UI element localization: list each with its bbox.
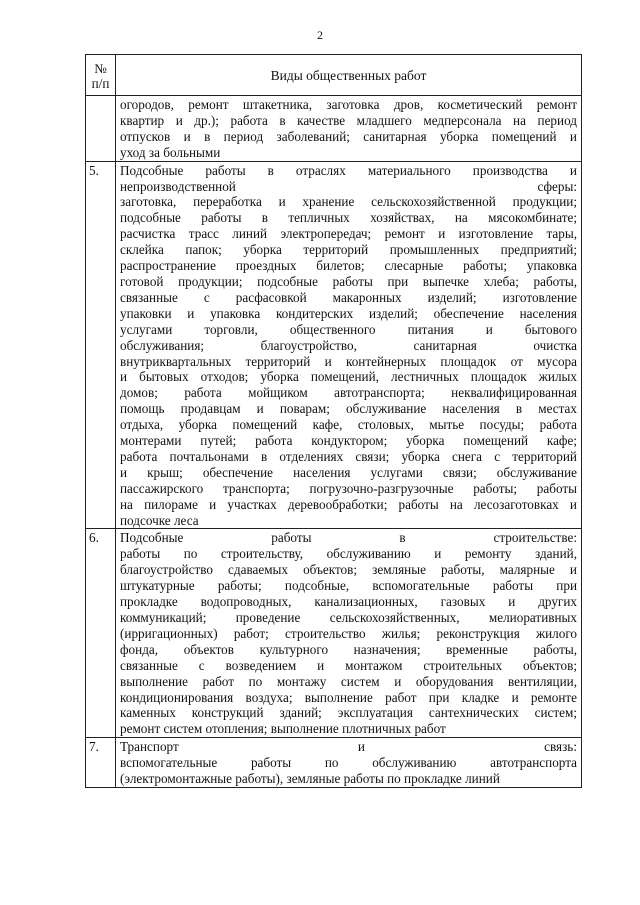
header-number-cell	[86, 55, 116, 96]
row-text-cell	[116, 161, 582, 529]
text-line: благоустройство сдаваемых объектов; земляные работы, малярные и	[120, 562, 577, 578]
text-line: домов; работа мойщиком автотранспорта; неквалифицированная	[120, 385, 577, 401]
text-line: связанные с возведением и монтажом строительных объектов;	[120, 657, 577, 673]
header-number-abbr: п/п	[91, 76, 110, 91]
text-line: огородов, ремонт штакетника, заготовка дров, косметический ремонт	[120, 97, 577, 112]
text-line: распространение проездных билетов; слесарные работы; упаковка	[120, 258, 577, 274]
header-title-cell: Виды общественных работ	[116, 55, 582, 96]
text-line: упаковки и упаковка кондитерских изделий; обеспечение населения	[120, 305, 577, 321]
continuation-text-cell	[116, 96, 582, 162]
text-line: прокладке водопроводных, канализационных, газовых и других	[120, 594, 577, 610]
text-line: отдыха, уборка помещений кафе, столовых, мытье посуды; работа	[120, 417, 577, 433]
text-line: подсобные работы в тепличных хозяйствах, на мясокомбинате;	[120, 210, 577, 226]
text-line: уход за больными	[120, 144, 221, 160]
text-line: обслуживания; благоустройство, санитарная очистка	[120, 337, 577, 353]
row-text-cell	[116, 738, 582, 788]
text-line: отпусков и в период заболеваний; санитарная уборка помещений и	[120, 128, 577, 144]
text-line: монтерами путей; работа кондуктором; уборка помещений кафе;	[120, 433, 577, 449]
row-number: 6.	[86, 529, 116, 738]
text-line: (ирригационных) работ; строительство жилья; реконструкция жилого	[120, 625, 577, 641]
row-number: 7.	[86, 738, 116, 788]
text-line: выполнение работ по монтажу систем и оборудования вентиляции,	[120, 673, 577, 689]
text-line: работы по строительству, обслуживанию и ремонту зданий,	[120, 546, 577, 562]
text-line: помощь продавцам и поварам; обслуживание населения в местах	[120, 401, 577, 417]
text-line: вспомогательные работы по обслуживанию автотранспорта	[120, 755, 577, 771]
text-line: (электромонтажные работы), земляные работы по прокладке линий	[120, 771, 500, 787]
text-line: фонда, объектов культурного назначения; временные работы,	[120, 641, 577, 657]
text-line: Подсобные работы в отраслях материального производства и	[120, 162, 577, 178]
continuation-row	[86, 96, 582, 162]
text-line: и крыш; обеспечение населения услугами связи; обслуживание	[120, 464, 577, 480]
text-line: на пилораме и участках деревообработки; работы на лесозаготовках и	[120, 496, 577, 512]
text-line: работа почтальонами в отделениях связи; уборка снега с территорий	[120, 448, 577, 464]
text-line: непроизводственной сферы:	[120, 178, 577, 194]
text-line: внутриквартальных территорий и контейнерных площадок от мусора	[120, 353, 577, 369]
text-line: подсочке леса	[120, 512, 199, 528]
text-line: кондиционирования воздуха; выполнение работ при кладке и ремонте	[120, 689, 577, 705]
public-works-table	[85, 54, 582, 788]
continuation-number-cell	[86, 96, 116, 162]
text-line: склейка папок; уборка территорий промышленных предприятий;	[120, 242, 577, 258]
text-line: каменных конструкций зданий; эксплуатация сантехнических систем;	[120, 705, 577, 721]
text-line: расчистка трасс линий электропередач; ремонт и изготовление тары,	[120, 226, 577, 242]
text-line: коммуникаций; проведение сельскохозяйственных, мелиоративных	[120, 610, 577, 625]
text-line: Подсобные работы в строительстве:	[120, 530, 577, 546]
text-line: и бытовых отходов; уборка помещений, лестничных площадок жилых	[120, 369, 577, 385]
header-number-symbol: №	[94, 61, 107, 76]
text-line: связанные с расфасовкой макаронных изделий; изготовление	[120, 289, 577, 305]
text-line: готовой продукции; подсобные работы при выпечке хлеба; работы,	[120, 273, 577, 289]
text-line: ремонт систем отопления; выполнение плотничных работ	[120, 721, 446, 737]
row-number: 5.	[86, 161, 116, 529]
text-line: услугами торговли, общественного питания и бытового	[120, 321, 577, 337]
table-row-6	[86, 529, 582, 738]
table-header-row	[86, 55, 582, 96]
page-number: 2	[317, 28, 323, 42]
text-line: Транспорт и связь:	[120, 739, 577, 755]
table-row-5	[86, 161, 582, 529]
text-line: квартир и др.); работа в качестве младшего медперсонала на период	[120, 112, 577, 128]
text-line: заготовка, переработка и хранение сельскохозяйственной продукции;	[120, 194, 577, 210]
row-text-cell	[116, 529, 582, 738]
table-row-7	[86, 738, 582, 788]
text-line: пассажирского транспорта; погрузочно-разгрузочные работы; работы	[120, 480, 577, 496]
text-line: штукатурные работы; подсобные, вспомогательные работы при	[120, 578, 577, 594]
